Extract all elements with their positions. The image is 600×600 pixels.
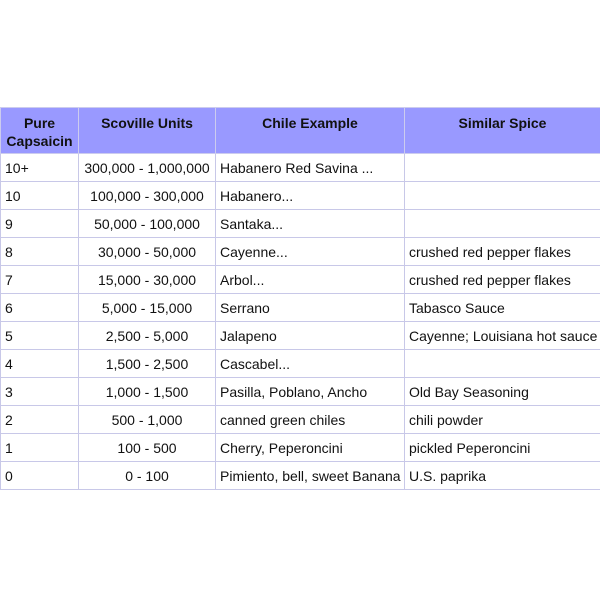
spice-cell — [405, 350, 600, 378]
capsaicin-cell: 4 — [1, 350, 79, 378]
capsaicin-cell: 7 — [1, 266, 79, 294]
capsaicin-cell: 6 — [1, 294, 79, 322]
spice-cell: crushed red pepper flakes — [405, 266, 600, 294]
header-pure-capsaicin: Pure Capsaicin — [1, 108, 79, 154]
header-chile-example: Chile Example — [216, 108, 405, 154]
chile-cell: Pasilla, Poblano, Ancho — [216, 378, 405, 406]
scoville-cell: 1,500 - 2,500 — [79, 350, 216, 378]
chile-cell: Serrano — [216, 294, 405, 322]
capsaicin-cell: 10 — [1, 182, 79, 210]
scoville-cell: 15,000 - 30,000 — [79, 266, 216, 294]
capsaicin-cell: 0 — [1, 462, 79, 490]
chile-cell: Jalapeno — [216, 322, 405, 350]
scoville-cell: 5,000 - 15,000 — [79, 294, 216, 322]
scoville-cell: 100,000 - 300,000 — [79, 182, 216, 210]
capsaicin-cell: 9 — [1, 210, 79, 238]
header-row — [1, 108, 600, 154]
spice-cell: Tabasco Sauce — [405, 294, 600, 322]
table-header — [1, 108, 600, 154]
capsaicin-cell: 8 — [1, 238, 79, 266]
header-similar-spice: Similar Spice — [405, 108, 600, 154]
table-row — [1, 350, 600, 378]
chile-cell: Habanero... — [216, 182, 405, 210]
chile-cell: Cayenne... — [216, 238, 405, 266]
table-row — [1, 462, 600, 490]
spice-cell: U.S. paprika — [405, 462, 600, 490]
table-row — [1, 266, 600, 294]
capsaicin-cell: 2 — [1, 406, 79, 434]
table-row — [1, 378, 600, 406]
spice-cell: chili powder — [405, 406, 600, 434]
chile-cell: Pimiento, bell, sweet Banana — [216, 462, 405, 490]
table-row — [1, 294, 600, 322]
table-row — [1, 210, 600, 238]
chile-cell: Arbol... — [216, 266, 405, 294]
table-body — [1, 154, 600, 490]
capsaicin-cell: 10+ — [1, 154, 79, 182]
table-row — [1, 406, 600, 434]
table-row — [1, 154, 600, 182]
spice-cell: Old Bay Seasoning — [405, 378, 600, 406]
spice-cell — [405, 154, 600, 182]
spice-cell: crushed red pepper flakes — [405, 238, 600, 266]
table-row — [1, 322, 600, 350]
scoville-cell: 1,000 - 1,500 — [79, 378, 216, 406]
scoville-cell: 0 - 100 — [79, 462, 216, 490]
chile-cell: Cascabel... — [216, 350, 405, 378]
spice-cell: Cayenne; Louisiana hot sauce — [405, 322, 600, 350]
table-row — [1, 434, 600, 462]
chile-cell: canned green chiles — [216, 406, 405, 434]
scoville-cell: 500 - 1,000 — [79, 406, 216, 434]
scoville-table — [0, 107, 600, 490]
scoville-cell: 30,000 - 50,000 — [79, 238, 216, 266]
chile-cell: Cherry, Peperoncini — [216, 434, 405, 462]
spice-cell — [405, 210, 600, 238]
scoville-cell: 100 - 500 — [79, 434, 216, 462]
table-row — [1, 238, 600, 266]
scoville-cell: 300,000 - 1,000,000 — [79, 154, 216, 182]
capsaicin-cell: 5 — [1, 322, 79, 350]
chile-cell: Santaka... — [216, 210, 405, 238]
scoville-cell: 2,500 - 5,000 — [79, 322, 216, 350]
capsaicin-cell: 1 — [1, 434, 79, 462]
chile-cell: Habanero Red Savina ... — [216, 154, 405, 182]
table-row — [1, 182, 600, 210]
spice-cell: pickled Peperoncini — [405, 434, 600, 462]
header-scoville-units: Scoville Units — [79, 108, 216, 154]
scoville-cell: 50,000 - 100,000 — [79, 210, 216, 238]
spice-cell — [405, 182, 600, 210]
capsaicin-cell: 3 — [1, 378, 79, 406]
